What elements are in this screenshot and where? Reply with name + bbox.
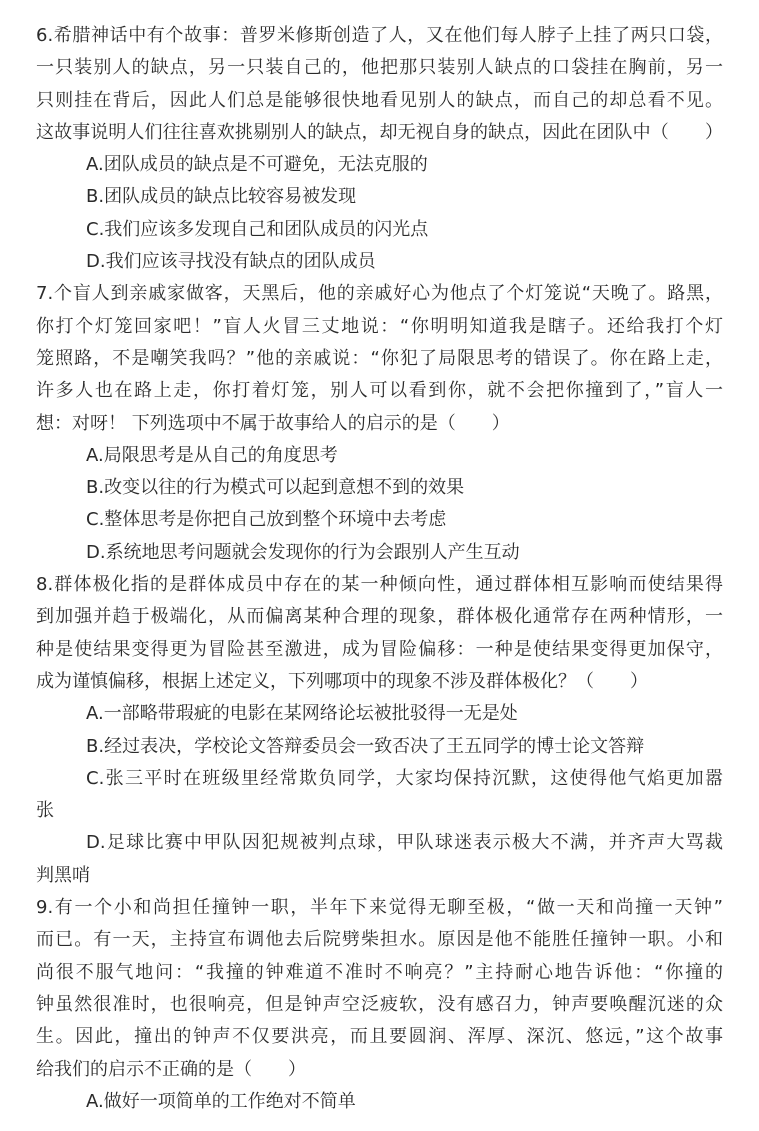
option-c-continued: 张 (36, 800, 54, 822)
question-9 (36, 892, 723, 1118)
question-8 (36, 569, 723, 892)
option-c: C.我们应该多发现自己和团队成员的闪光点 (86, 218, 429, 240)
option-c: C.整体思考是你把自己放到整个环境中去考虑 (86, 509, 447, 531)
question-text-line: 6.希腊神话中有个故事：普罗米修斯创造了人，又在他们每人脖子上挂了两只口袋， (36, 25, 723, 46)
question-text-line: 给我们的启示不正确的是（ ） (36, 1058, 306, 1080)
option-a: A.做好一项简单的工作绝对不简单 (86, 1090, 356, 1112)
option-d: D.我们应该寻找没有缺点的团队成员 (86, 251, 376, 273)
option-d: D.足球比赛中甲队因犯规被判点球，甲队球迷表示极大不满，并齐声大骂裁 (86, 832, 723, 854)
option-b: B.改变以往的行为模式可以起到意想不到的效果 (86, 477, 465, 499)
question-text-line: 生。因此，撞出的钟声不仅要洪亮，而且要圆润、浑厚、深沉、悠远，”这个故事 (36, 1026, 723, 1048)
question-text-line: 到加强并趋于极端化，从而偏离某种合理的现象，群体极化通常存在两种情形，一 (36, 606, 723, 628)
option-d: D.系统地思考问题就会发现你的行为会跟别人产生互动 (86, 541, 520, 563)
question-text-line: 想：对呀！ 下列选项中不属于故事给人的启示的是（ ） (36, 412, 510, 434)
question-text-line: 尚很不服气地问：“我撞的钟难道不准时不响亮？”主持耐心地告诉他：“你撞的 (36, 961, 723, 983)
question-6 (36, 20, 723, 278)
option-b: B.团队成员的缺点比较容易被发现 (86, 186, 357, 208)
question-text-line: 只则挂在背后，因此人们总是能够很快地看见别人的缺点，而自己的却总看不见。 (36, 89, 723, 111)
question-text-line: 种是使结果变得更为冒险甚至激进，成为冒险偏移：一种是使结果变得更加保守， (36, 638, 723, 660)
question-text-line: 8.群体极化指的是群体成员中存在的某一种倾向性，通过群体相互影响而使结果得 (36, 574, 723, 596)
question-7 (36, 278, 723, 569)
question-text-line: 成为谨慎偏移，根据上述定义，下列哪项中的现象不涉及群体极化？（ ） (36, 670, 648, 692)
question-text-line: 而已。有一天，主持宣布调他去后院劈柴担水。原因是他不能胜任撞钟一职。小和 (36, 929, 723, 951)
question-text-line: 7.个盲人到亲戚家做客，天黑后，他的亲戚好心为他点了个灯笼说“天晚了。路黑， (36, 283, 723, 305)
option-b: B.经过表决，学校论文答辩委员会一致否决了王五同学的博士论文答辩 (86, 735, 645, 757)
option-a: A.团队成员的缺点是不可避免，无法克服的 (86, 154, 428, 176)
question-text-line: 钟虽然很准时，也很响亮，但是钟声空泛疲软，没有感召力，钟声要唤醒沉迷的众 (36, 993, 723, 1015)
question-text-line: 这故事说明人们往往喜欢挑剔别人的缺点，却无视自身的缺点，因此在团队中（ ） (36, 121, 723, 143)
question-text-line: 你打个灯笼回家吧！”盲人火冒三丈地说：“你明明知道我是瞎子。还给我打个灯 (36, 315, 723, 337)
question-text-line: 许多人也在路上走，你打着灯笼，别人可以看到你，就不会把你撞到了，”盲人一 (36, 380, 723, 402)
option-a: A.局限思考是从自己的角度思考 (86, 444, 338, 466)
question-text-line: 9.有一个小和尚担任撞钟一职，半年下来觉得无聊至极，“做一天和尚撞一天钟” (36, 897, 723, 919)
option-a: A.一部略带瑕疵的电影在某网络论坛被批驳得一无是处 (86, 703, 518, 725)
option-d-continued: 判黑哨 (36, 864, 90, 886)
question-text-line: 笼照路，不是嘲笑我吗？”他的亲戚说：“你犯了局限思考的错误了。你在路上走， (36, 347, 723, 369)
option-c: C.张三平时在班级里经常欺负同学，大家均保持沉默，这使得他气焰更加嚣 (86, 767, 723, 789)
question-text-line: 一只装别人的缺点，另一只装自己的，他把那只装别人缺点的口袋挂在胸前，另一 (36, 57, 723, 79)
